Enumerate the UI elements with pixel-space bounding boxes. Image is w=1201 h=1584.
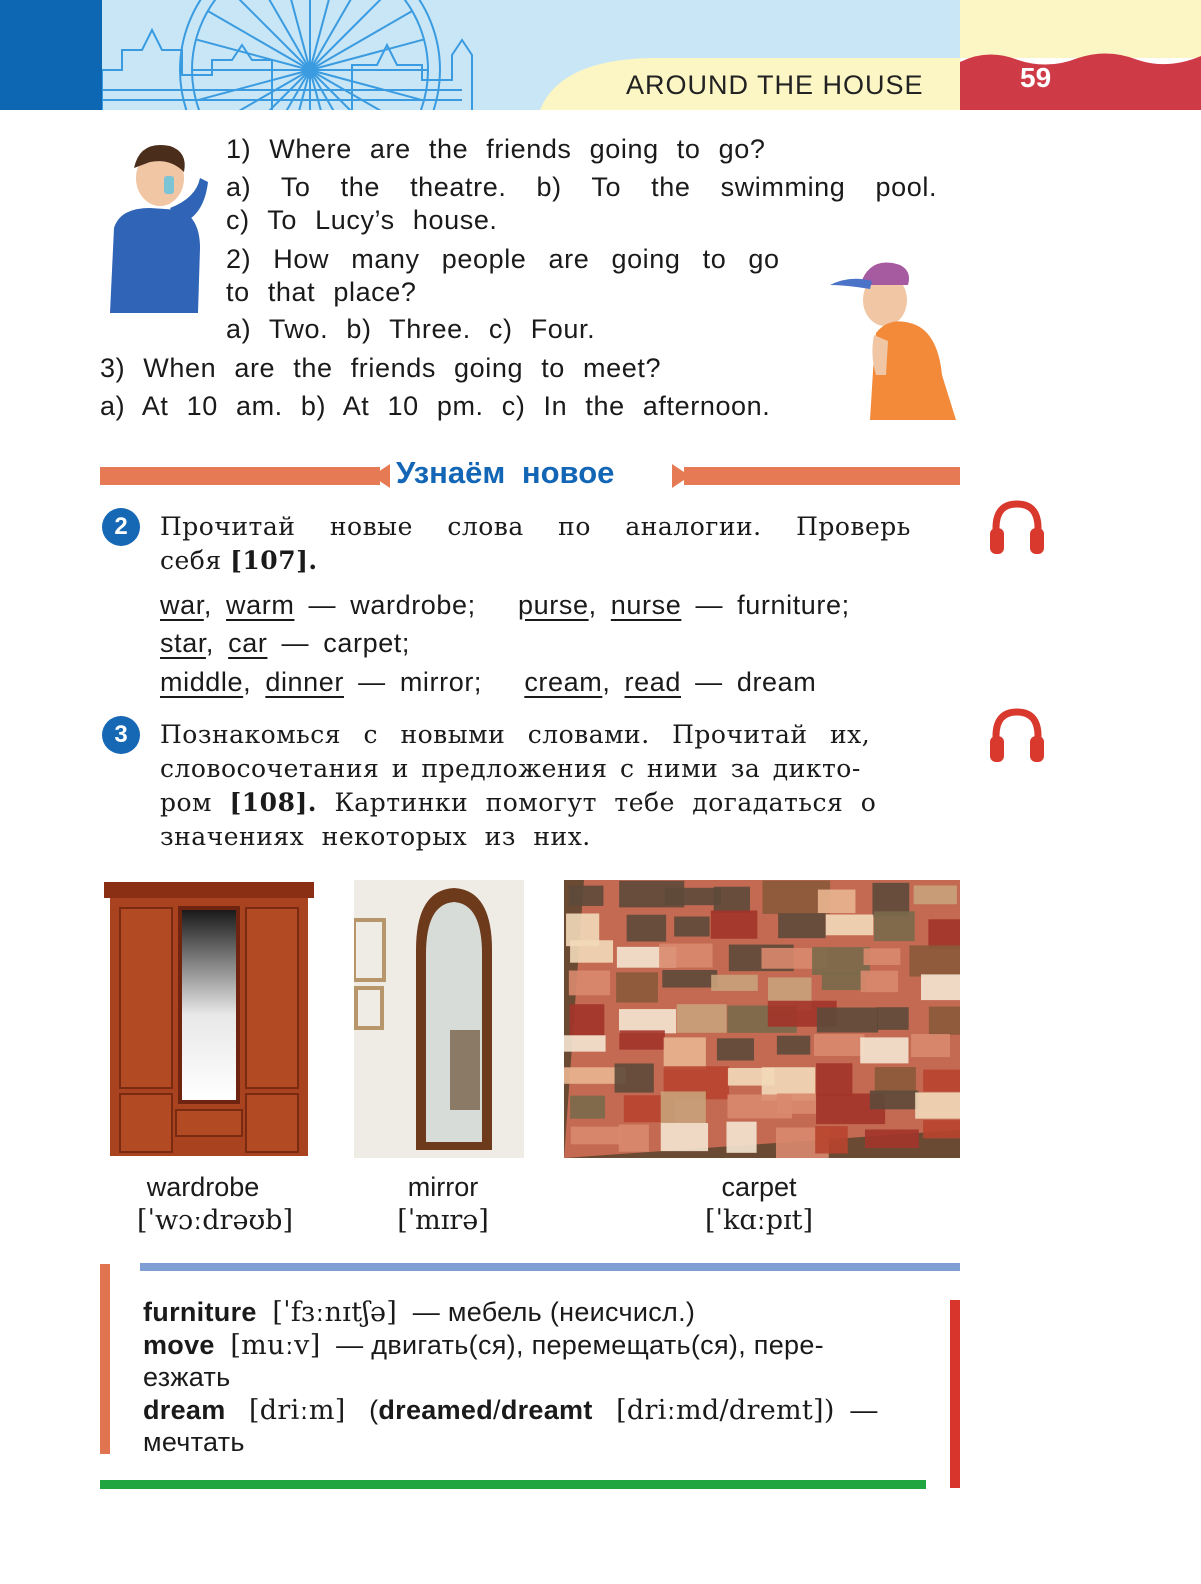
banner-stripe-left	[100, 467, 380, 485]
exercise-2-instruction-line1: Прочитай новые слова по аналогии. Проверь	[160, 512, 911, 541]
question-3: 3) When are the friends going to meet?	[100, 353, 662, 383]
exercise-2-instruction-line2: себя [107].	[160, 546, 318, 575]
headphones-icon[interactable]	[988, 500, 1046, 554]
page-tab	[958, 48, 1201, 110]
question-1-answers: a) To the theatre. b) To the swimming pool.	[226, 172, 938, 202]
header-blue-block	[0, 0, 102, 110]
vocab-rule-left	[100, 1264, 110, 1454]
question-2-answers: a) Two. b) Three. c) Four.	[226, 314, 596, 344]
audio-track-ref: [108].	[229, 788, 317, 817]
exercise-3-instruction-line4: значениях некоторых из них.	[160, 822, 591, 851]
boy-with-cap-illustration	[830, 255, 960, 420]
audio-track-ref: [107].	[230, 546, 318, 575]
question-1: 1) Where are the friends going to go?	[226, 134, 766, 164]
picture-transcription-mirror: [ˈmɪrə]	[397, 1205, 489, 1236]
vocab-rule-top	[140, 1263, 960, 1271]
carpet-image	[564, 880, 960, 1158]
picture-transcription-wardrobe: [ˈwɔːdrəʊb]	[136, 1205, 293, 1236]
banner-title: Узнаём новое	[396, 455, 615, 490]
question-2: 2) How many people are going to go	[226, 244, 780, 274]
vocab-entry-move: move [muːv] — двигать(ся), перемещать(ся), пере-	[143, 1330, 824, 1361]
section-title: AROUND THE HOUSE	[626, 70, 924, 100]
vocab-rule-bottom	[100, 1480, 926, 1489]
vocab-rule-right	[950, 1300, 960, 1488]
question-3-answers: a) At 10 am. b) At 10 pm. c) In the afternoon.	[100, 391, 771, 421]
vocab-entry-move-cont: езжать	[143, 1362, 231, 1392]
exercise-3-instruction-line1: Познакомься с новыми словами. Прочитай их,	[160, 720, 871, 749]
mirror-image	[354, 880, 524, 1158]
question-2-continued: to that place?	[226, 277, 417, 307]
analogy-row-1: war, warm — wardrobe; purse, nurse — furniture;	[160, 590, 850, 620]
exercise-3-instruction-line3: ром [108]. Картинки помогут тебе догадаться о	[160, 788, 877, 817]
vocab-entry-dream: dream [driːm] (dreamed/dreamt [driːmd/dremt]) —	[143, 1395, 878, 1426]
vocab-entry-dream-def: мечтать	[143, 1427, 245, 1457]
question-1-answer-c: c) To Lucy’s house.	[226, 205, 498, 235]
analogy-row-2: star, car — carpet;	[160, 628, 411, 658]
exercise-3-number: 3	[102, 716, 140, 754]
picture-caption-mirror: mirror	[407, 1172, 479, 1202]
analogy-row-3: middle, dinner — mirror; cream, read — dream	[160, 667, 817, 697]
page-number: 59	[1020, 62, 1052, 93]
picture-transcription-carpet: [ˈkɑːpɪt]	[705, 1205, 813, 1236]
exercise-3-instruction-line2: словосочетания и предложения с ними за дикто-	[160, 754, 861, 783]
banner-stripe-right	[684, 467, 960, 485]
headphones-icon[interactable]	[988, 708, 1046, 762]
banner-arrow-left-icon	[372, 464, 390, 488]
boy-on-phone-illustration	[100, 138, 210, 313]
vocab-entry-furniture: furniture [ˈfɜːnɪtʃə] — мебель (неисчисл.)	[143, 1297, 696, 1328]
picture-caption-carpet: carpet	[721, 1172, 797, 1202]
exercise-2-number: 2	[102, 508, 140, 546]
wardrobe-image	[102, 880, 316, 1158]
picture-caption-wardrobe: wardrobe	[146, 1172, 260, 1202]
